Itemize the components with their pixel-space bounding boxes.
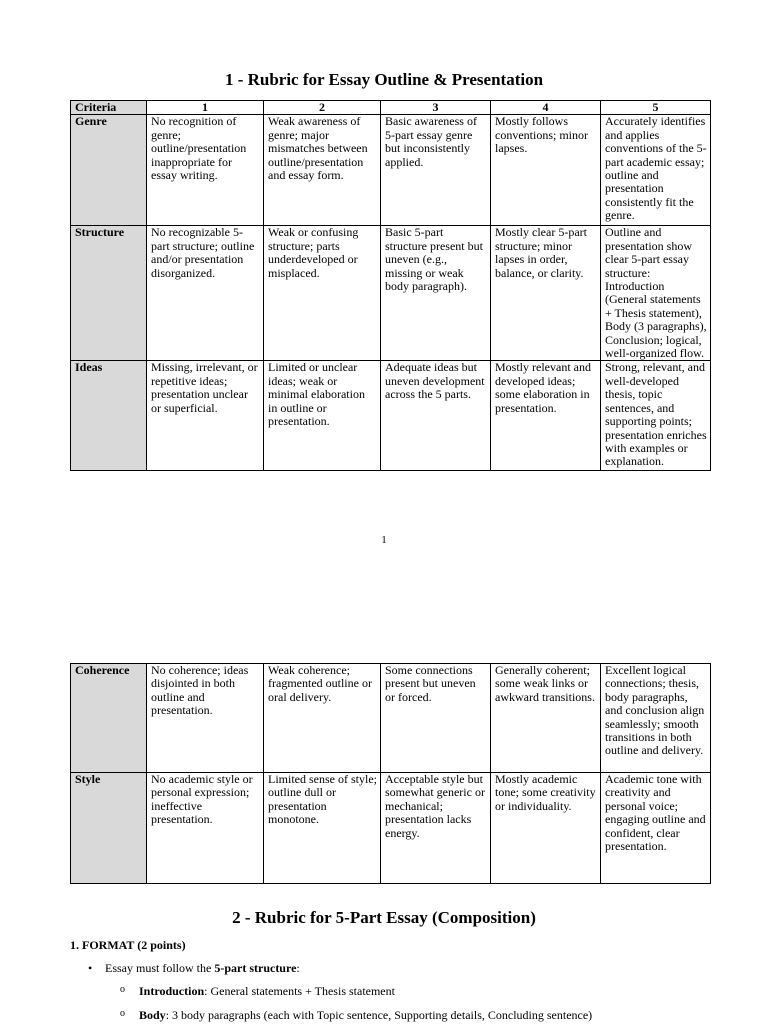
sublist-item-bold-text: Body xyxy=(139,1008,166,1022)
sublist-item-introduction xyxy=(120,984,395,999)
rubric-cell: Mostly relevant and developed ideas; some elaboration in presentation. xyxy=(491,361,601,471)
criteria-label: Coherence xyxy=(71,664,147,773)
rubric-cell: Adequate ideas but uneven development across the 5 parts. xyxy=(381,361,491,471)
page-number: 1 xyxy=(381,534,387,546)
sublist-item-text: : General statements + Thesis statement xyxy=(204,984,395,998)
rubric-cell: No coherence; ideas disjointed in both outline and presentation. xyxy=(147,664,264,773)
rubric-cell: Weak or confusing structure; parts underdeveloped or misplaced. xyxy=(264,226,381,361)
rubric-cell: Missing, irrelevant, or repetitive ideas; presentation unclear or superficial. xyxy=(147,361,264,471)
table-row-style xyxy=(71,773,711,884)
rubric-cell: Acceptable style but somewhat generic or mechanical; presentation lacks energy. xyxy=(381,773,491,884)
rubric-cell: Basic 5-part structure present but uneven (e.g., missing or weak body paragraph). xyxy=(381,226,491,361)
list-item-text: : xyxy=(296,961,300,975)
rubric-cell: No recognition of genre; outline/presentation inappropriate for essay writing. xyxy=(147,115,264,226)
rubric-cell: Limited or unclear ideas; weak or minimal elaboration in outline or presentation. xyxy=(264,361,381,471)
sublist-item-bold-text: Introduction xyxy=(139,984,205,998)
criteria-label: Structure xyxy=(71,226,147,361)
rubric-cell: Some connections present but uneven or forced. xyxy=(381,664,491,773)
rubric-cell: No academic style or personal expression; ineffective presentation. xyxy=(147,773,264,884)
rubric-cell: Weak coherence; fragmented outline or oral delivery. xyxy=(264,664,381,773)
column-header-score-2: 2 xyxy=(264,101,381,115)
criteria-label: Ideas xyxy=(71,361,147,471)
table-row-coherence xyxy=(71,664,711,773)
rubric-cell: Mostly follows conventions; minor lapses. xyxy=(491,115,601,226)
sublist-item-body xyxy=(120,1008,593,1023)
section-heading-format: 1. FORMAT (2 points) xyxy=(70,938,186,952)
list-item-format xyxy=(88,961,300,976)
rubric-cell: Outline and presentation show clear 5-part essay structure: Introduction (General statements + Thesis statement), Body (3 paragraphs), Conclusion; logical, well-organized flow. xyxy=(601,226,711,361)
outline-presentation-rubric-table xyxy=(70,100,711,471)
circle-bullet-icon: o xyxy=(120,1008,125,1019)
rubric-cell: No recognizable 5-part structure; outline and/or presentation disorganized. xyxy=(147,226,264,361)
column-header-score-4: 4 xyxy=(491,101,601,115)
table-row-ideas xyxy=(71,361,711,471)
column-header-score-3: 3 xyxy=(381,101,491,115)
rubric-cell: Excellent logical connections; thesis, body paragraphs, and conclusion align seamlessly; smooth transitions in both outline and delivery. xyxy=(601,664,711,773)
rubric-title-outline: 1 - Rubric for Essay Outline & Presentation xyxy=(224,70,544,89)
outline-presentation-rubric-table-continued xyxy=(70,663,711,884)
list-item-text: Essay must follow the xyxy=(105,961,215,975)
rubric-cell: Limited sense of style; outline dull or presentation monotone. xyxy=(264,773,381,884)
circle-bullet-icon: o xyxy=(120,984,125,995)
table-row-genre xyxy=(71,115,711,226)
bullet-icon: • xyxy=(88,961,93,975)
criteria-label: Style xyxy=(71,773,147,884)
column-header-score-5: 5 xyxy=(601,101,711,115)
rubric-cell: Mostly clear 5-part structure; minor lapses in order, balance, or clarity. xyxy=(491,226,601,361)
criteria-label: Genre xyxy=(71,115,147,226)
rubric-cell: Mostly academic tone; some creativity or individuality. xyxy=(491,773,601,884)
rubric-cell: Accurately identifies and applies conventions of the 5-part academic essay; outline and presentation consistently fit the genre. xyxy=(601,115,711,226)
rubric-cell: Strong, relevant, and well-developed thesis, topic sentences, and supporting points; presentation enriches with examples or explanation. xyxy=(601,361,711,471)
rubric-cell: Generally coherent; some weak links or awkward transitions. xyxy=(491,664,601,773)
column-header-criteria: Criteria xyxy=(71,101,147,115)
rubric-cell: Academic tone with creativity and personal voice; engaging outline and confident, clear presentation. xyxy=(601,773,711,884)
table-header-row xyxy=(71,101,711,115)
rubric-title-essay: 2 - Rubric for 5-Part Essay (Composition) xyxy=(232,908,536,927)
table-row-structure xyxy=(71,226,711,361)
rubric-cell: Basic awareness of 5-part essay genre but inconsistently applied. xyxy=(381,115,491,226)
sublist-item-text: : 3 body paragraphs (each with Topic sentence, Supporting details, Concluding sentence) xyxy=(165,1008,593,1022)
rubric-cell: Weak awareness of genre; major mismatches between outline/presentation and essay form. xyxy=(264,115,381,226)
column-header-score-1: 1 xyxy=(147,101,264,115)
list-item-bold-text: 5-part structure xyxy=(214,961,297,975)
